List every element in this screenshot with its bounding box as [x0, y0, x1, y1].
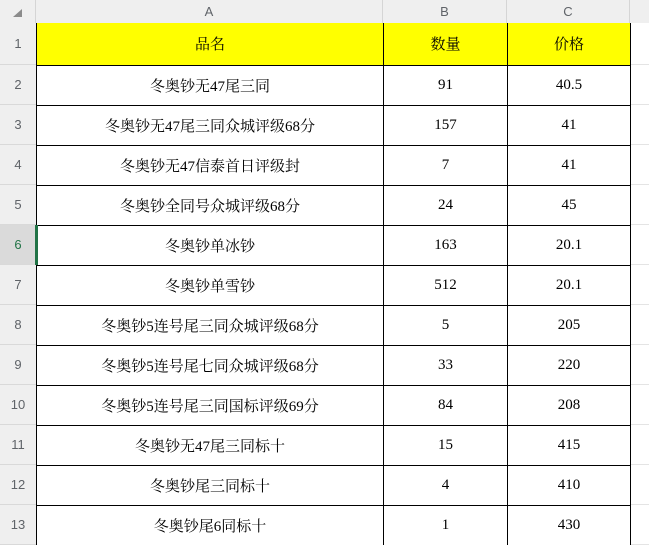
column-header-b[interactable]: B	[383, 0, 507, 23]
cell-price[interactable]: 40.5	[508, 65, 631, 105]
table-row	[37, 265, 631, 305]
row-header-5[interactable]: 5	[0, 185, 36, 225]
cell-qty[interactable]: 7	[384, 145, 508, 185]
cell-qty[interactable]: 163	[384, 225, 508, 265]
cell-price[interactable]: 410	[508, 465, 631, 505]
cell-qty[interactable]: 4	[384, 465, 508, 505]
cell-name[interactable]: 冬奥钞无47尾三同众城评级68分	[37, 105, 384, 145]
select-all-triangle-icon	[13, 9, 22, 17]
cell-name[interactable]: 冬奥钞全同号众城评级68分	[37, 185, 384, 225]
cell-qty[interactable]: 5	[384, 305, 508, 345]
table-row-selected	[37, 225, 631, 265]
data-table	[36, 23, 631, 545]
row-header-3[interactable]: 3	[0, 105, 36, 145]
table-row	[37, 505, 631, 545]
cell-qty[interactable]: 15	[384, 425, 508, 465]
cell-qty[interactable]: 1	[384, 505, 508, 545]
cell-qty[interactable]: 84	[384, 385, 508, 425]
row-header-13[interactable]: 13	[0, 505, 36, 545]
table-row	[37, 65, 631, 105]
cell-name[interactable]: 冬奥钞无47尾三同标十	[37, 425, 384, 465]
column-header-filler	[630, 0, 649, 23]
table-row	[37, 465, 631, 505]
cell-name[interactable]: 冬奥钞5连号尾三同国标评级69分	[37, 385, 384, 425]
cell-price[interactable]: 41	[508, 145, 631, 185]
cell-qty[interactable]: 33	[384, 345, 508, 385]
cell-price[interactable]: 208	[508, 385, 631, 425]
table-row	[37, 385, 631, 425]
row-header-2[interactable]: 2	[0, 65, 36, 105]
cell-name[interactable]: 冬奥钞尾三同标十	[37, 465, 384, 505]
cell-name[interactable]: 冬奥钞单雪钞	[37, 265, 384, 305]
column-header-strip	[0, 0, 649, 23]
cell-qty[interactable]: 512	[384, 265, 508, 305]
cell-price[interactable]: 430	[508, 505, 631, 545]
row-header-column	[0, 23, 36, 545]
row-header-6-selected[interactable]: 6	[0, 225, 36, 265]
row-header-7[interactable]: 7	[0, 265, 36, 305]
table-row	[37, 105, 631, 145]
cell-name[interactable]: 冬奥钞尾6同标十	[37, 505, 384, 545]
row-header-10[interactable]: 10	[0, 385, 36, 425]
cell-price[interactable]: 20.1	[508, 225, 631, 265]
column-header-a[interactable]: A	[36, 0, 383, 23]
cell-qty[interactable]: 157	[384, 105, 508, 145]
cell-price[interactable]: 220	[508, 345, 631, 385]
cell-qty[interactable]: 91	[384, 65, 508, 105]
header-cell-name[interactable]: 品名	[37, 23, 384, 65]
empty-column-gutter	[631, 23, 649, 545]
cell-name[interactable]: 冬奥钞5连号尾三同众城评级68分	[37, 305, 384, 345]
cell-price[interactable]: 20.1	[508, 265, 631, 305]
row-header-12[interactable]: 12	[0, 465, 36, 505]
cell-name[interactable]: 冬奥钞无47信泰首日评级封	[37, 145, 384, 185]
table-row	[37, 345, 631, 385]
cell-price[interactable]: 205	[508, 305, 631, 345]
cell-price[interactable]: 45	[508, 185, 631, 225]
table-header-row	[37, 23, 631, 65]
row-header-1[interactable]: 1	[0, 23, 36, 65]
table-row	[37, 185, 631, 225]
header-cell-price[interactable]: 价格	[508, 23, 631, 65]
cell-price[interactable]: 41	[508, 105, 631, 145]
row-header-11[interactable]: 11	[0, 425, 36, 465]
row-header-9[interactable]: 9	[0, 345, 36, 385]
row-header-8[interactable]: 8	[0, 305, 36, 345]
row-header-4[interactable]: 4	[0, 145, 36, 185]
cell-price[interactable]: 415	[508, 425, 631, 465]
select-all-corner[interactable]	[0, 0, 36, 23]
cell-name[interactable]: 冬奥钞5连号尾七同众城评级68分	[37, 345, 384, 385]
table-row	[37, 425, 631, 465]
cell-name[interactable]: 冬奥钞单冰钞	[37, 225, 384, 265]
table-row	[37, 305, 631, 345]
column-header-c[interactable]: C	[507, 0, 630, 23]
cell-name[interactable]: 冬奥钞无47尾三同	[37, 65, 384, 105]
cell-qty[interactable]: 24	[384, 185, 508, 225]
table-row	[37, 145, 631, 185]
header-cell-qty[interactable]: 数量	[384, 23, 508, 65]
